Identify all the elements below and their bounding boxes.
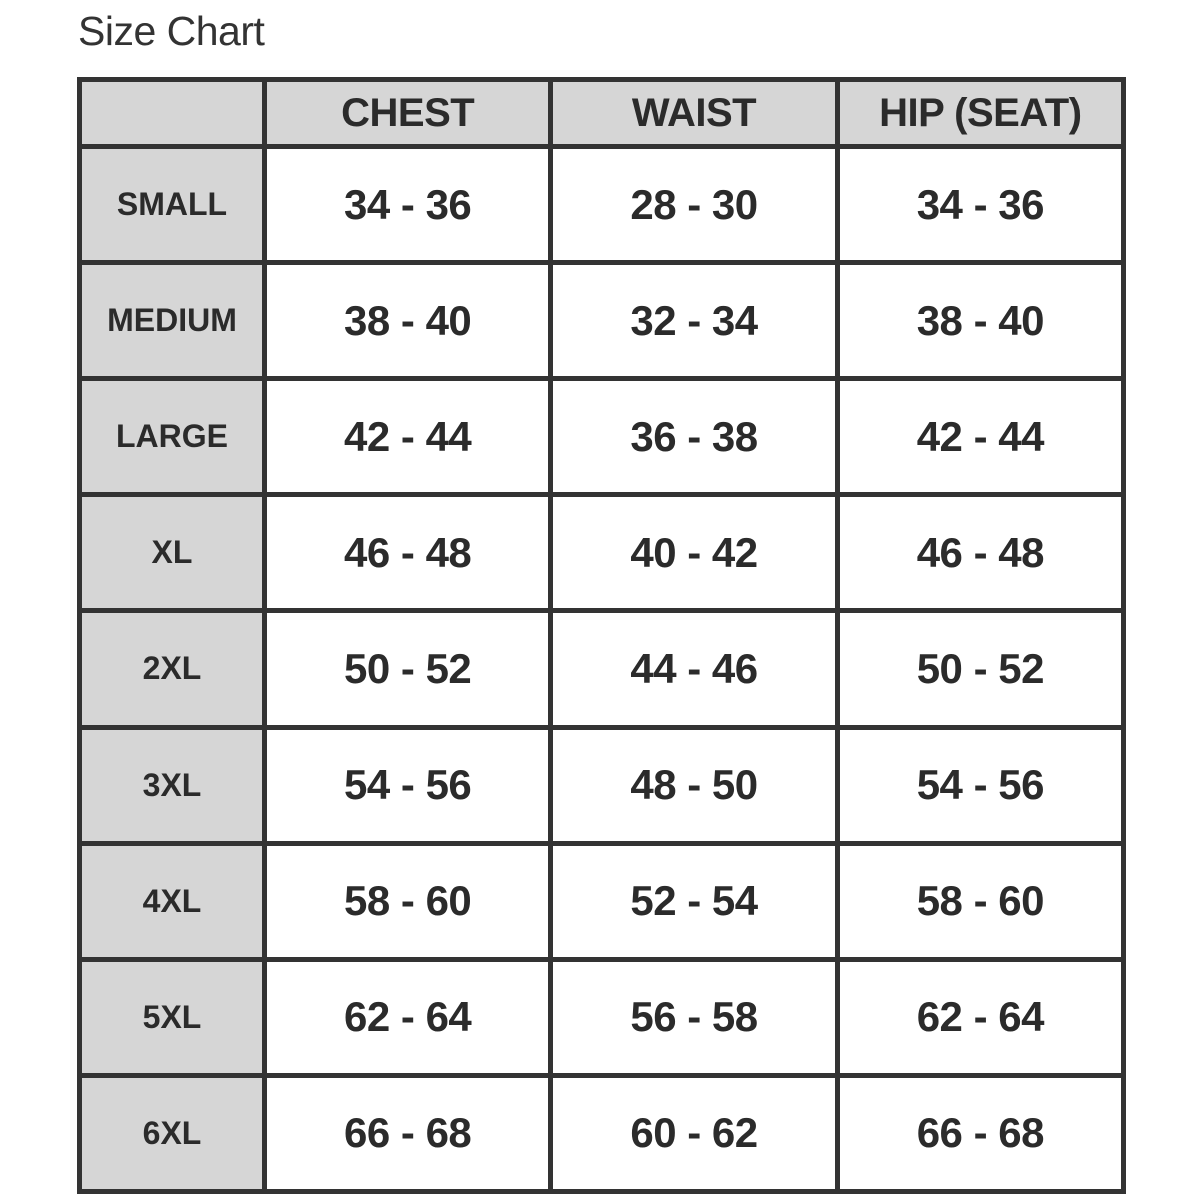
chest-cell: 38 - 40 xyxy=(265,263,551,379)
table-row xyxy=(80,263,1124,379)
waist-cell: 32 - 34 xyxy=(551,263,837,379)
waist-cell: 48 - 50 xyxy=(551,727,837,843)
hip-cell: 58 - 60 xyxy=(837,843,1123,959)
hip-cell: 42 - 44 xyxy=(837,379,1123,495)
header-row xyxy=(80,80,1124,147)
chest-cell: 58 - 60 xyxy=(265,843,551,959)
chest-cell: 62 - 64 xyxy=(265,959,551,1075)
waist-cell: 36 - 38 xyxy=(551,379,837,495)
row-header-size: 2XL xyxy=(80,611,265,727)
row-header-size: XL xyxy=(80,495,265,611)
hip-cell: 38 - 40 xyxy=(837,263,1123,379)
hip-cell: 34 - 36 xyxy=(837,147,1123,263)
row-header-size: LARGE xyxy=(80,379,265,495)
row-header-size: SMALL xyxy=(80,147,265,263)
corner-header-cell xyxy=(80,80,265,147)
chest-cell: 54 - 56 xyxy=(265,727,551,843)
table-row xyxy=(80,959,1124,1075)
chest-cell: 34 - 36 xyxy=(265,147,551,263)
waist-cell: 40 - 42 xyxy=(551,495,837,611)
table-row xyxy=(80,1075,1124,1191)
page-title: Size Chart xyxy=(78,8,265,54)
column-header-chest: CHEST xyxy=(265,80,551,147)
row-header-size: 5XL xyxy=(80,959,265,1075)
column-header-hip: HIP (SEAT) xyxy=(837,80,1123,147)
column-header-waist: WAIST xyxy=(551,80,837,147)
waist-cell: 52 - 54 xyxy=(551,843,837,959)
hip-cell: 50 - 52 xyxy=(837,611,1123,727)
waist-cell: 44 - 46 xyxy=(551,611,837,727)
row-header-size: MEDIUM xyxy=(80,263,265,379)
hip-cell: 62 - 64 xyxy=(837,959,1123,1075)
table-row xyxy=(80,843,1124,959)
chest-cell: 50 - 52 xyxy=(265,611,551,727)
waist-cell: 28 - 30 xyxy=(551,147,837,263)
waist-cell: 56 - 58 xyxy=(551,959,837,1075)
hip-cell: 54 - 56 xyxy=(837,727,1123,843)
size-chart-table xyxy=(77,77,1126,1194)
chest-cell: 46 - 48 xyxy=(265,495,551,611)
chest-cell: 66 - 68 xyxy=(265,1075,551,1191)
chest-cell: 42 - 44 xyxy=(265,379,551,495)
table-row xyxy=(80,495,1124,611)
table-row xyxy=(80,147,1124,263)
hip-cell: 66 - 68 xyxy=(837,1075,1123,1191)
row-header-size: 6XL xyxy=(80,1075,265,1191)
row-header-size: 3XL xyxy=(80,727,265,843)
table-row xyxy=(80,727,1124,843)
row-header-size: 4XL xyxy=(80,843,265,959)
table-row xyxy=(80,379,1124,495)
hip-cell: 46 - 48 xyxy=(837,495,1123,611)
waist-cell: 60 - 62 xyxy=(551,1075,837,1191)
table-row xyxy=(80,611,1124,727)
